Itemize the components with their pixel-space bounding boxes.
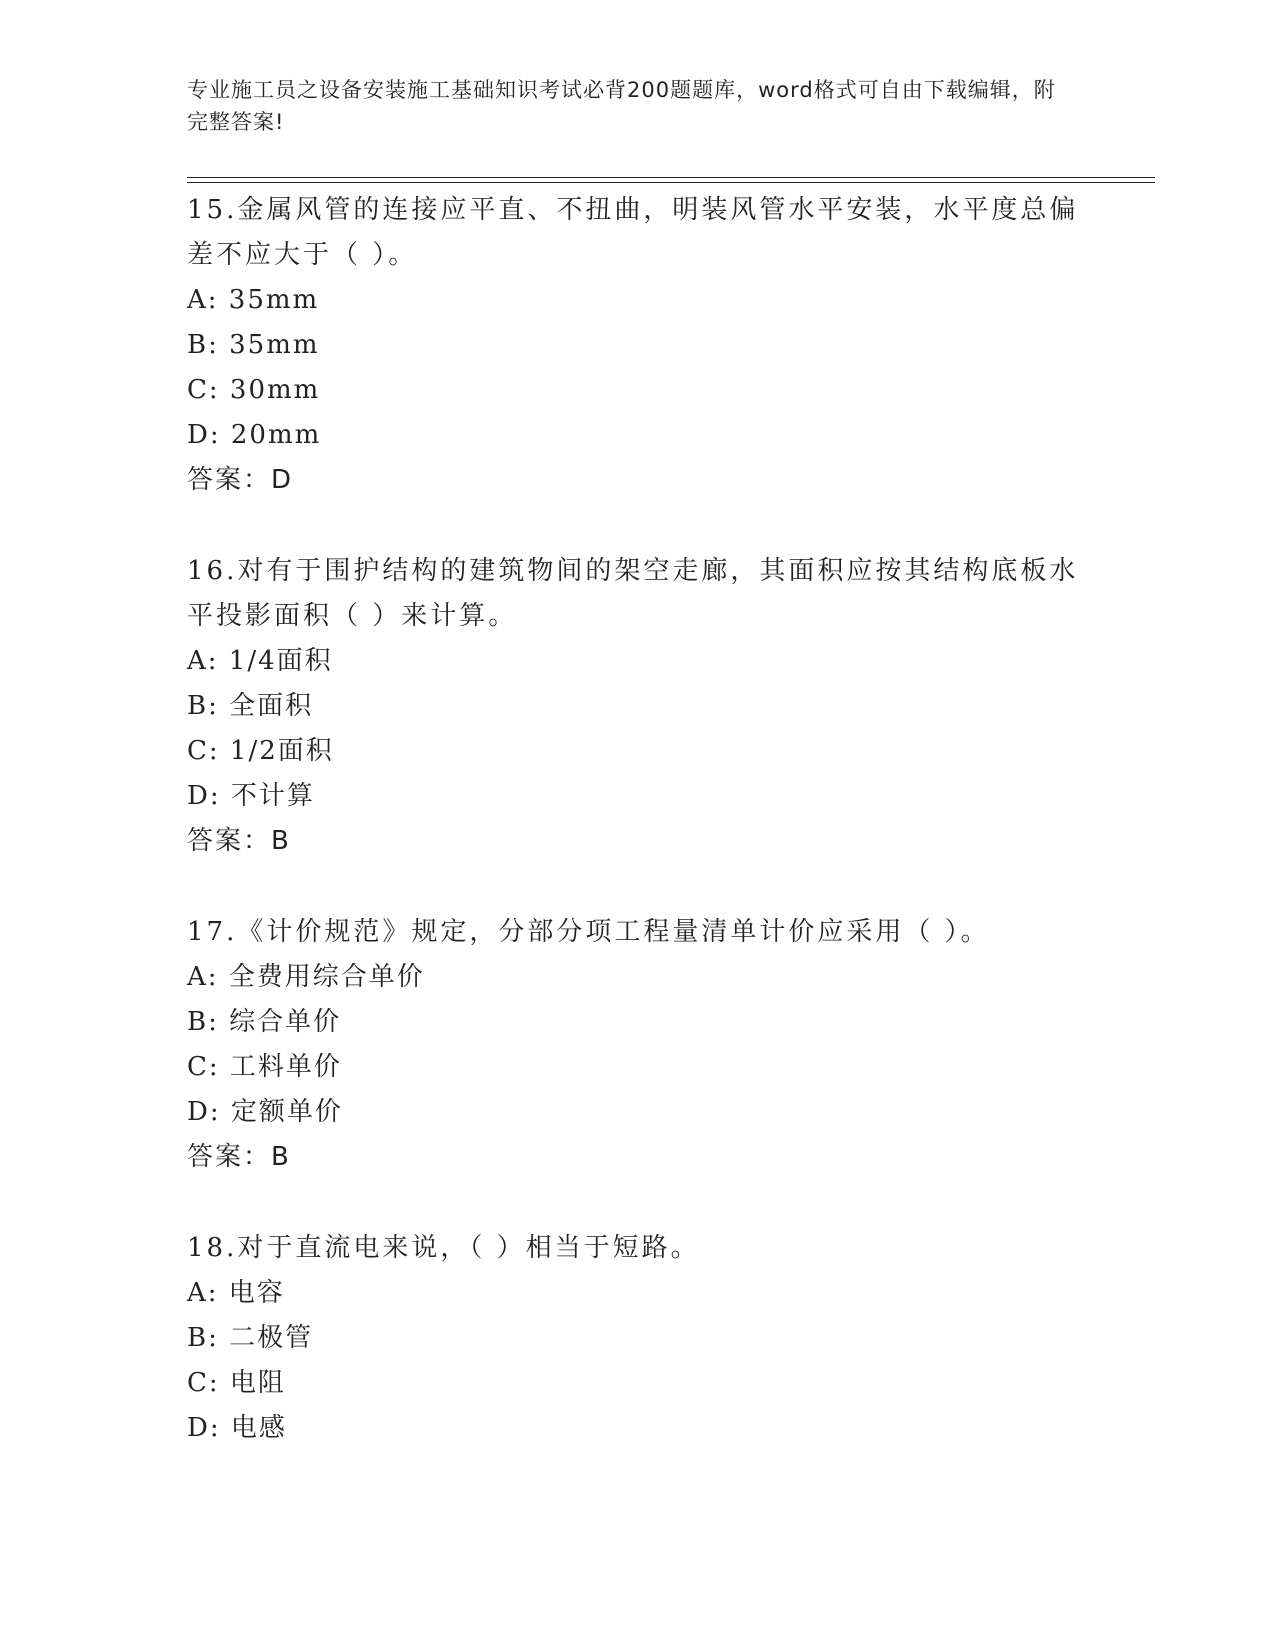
option-a: A: 1/4面积 <box>187 646 333 676</box>
question-list <box>187 188 1087 1497</box>
option-c: C: 电阻 <box>187 1368 286 1398</box>
option-a: A: 电容 <box>187 1278 285 1308</box>
question-18 <box>187 1226 1087 1451</box>
answer-label: 答案：B <box>187 1142 291 1172</box>
option-b: B: 综合单价 <box>187 1007 342 1037</box>
question-text: 17.《计价规范》规定，分部分项工程量清单计价应采用（ ）。 <box>187 917 990 947</box>
question-16 <box>187 549 1087 864</box>
answer-label: 答案：B <box>187 826 291 856</box>
option-a: A: 全费用综合单价 <box>187 962 425 992</box>
header-divider-bottom <box>187 182 1155 183</box>
header-divider-top <box>187 177 1155 178</box>
option-d: D: 定额单价 <box>187 1097 343 1127</box>
option-c: C: 工料单价 <box>187 1052 342 1082</box>
option-d: D: 电感 <box>187 1413 287 1443</box>
answer-label: 答案：D <box>187 465 294 495</box>
option-d: D: 不计算 <box>187 781 315 811</box>
question-text: 16.对有于围护结构的建筑物间的架空走廊，其面积应按其结构底板水平投影面积（ ）来计算。 <box>187 556 1079 631</box>
option-b: B: 二极管 <box>187 1323 314 1353</box>
option-a: A: 35mm <box>187 285 320 315</box>
document-header: 专业施工员之设备安装施工基础知识考试必背200题题库，word格式可自由下载编辑，附完整答案! <box>187 78 1056 134</box>
option-d: D: 20mm <box>187 420 322 450</box>
option-c: C: 1/2面积 <box>187 736 334 766</box>
option-c: C: 30mm <box>187 375 321 405</box>
option-b: B: 35mm <box>187 330 320 360</box>
question-15 <box>187 188 1087 503</box>
question-17 <box>187 910 1087 1180</box>
question-text: 15.金属风管的连接应平直、不扭曲，明装风管水平安装，水平度总偏差不应大于（ ）。 <box>187 195 1079 270</box>
option-b: B: 全面积 <box>187 691 314 721</box>
question-text: 18.对于直流电来说，（ ）相当于短路。 <box>187 1233 700 1263</box>
